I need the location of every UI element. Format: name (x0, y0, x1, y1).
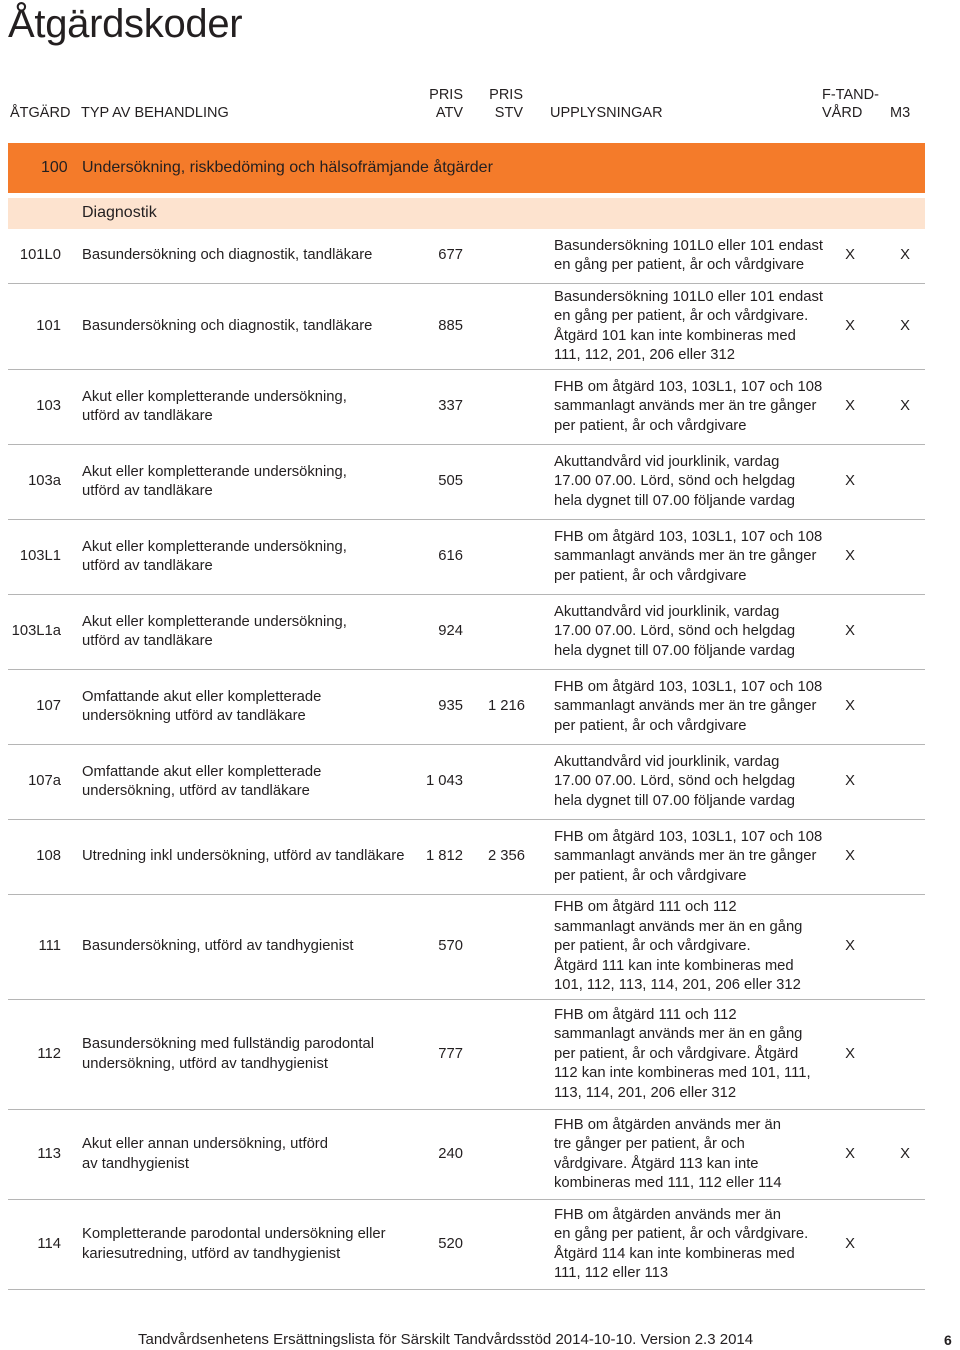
row-info (554, 370, 824, 444)
row-m3-mark-text: X (900, 317, 910, 334)
row-treatment-text: Kompletterande parodontal undersökning eller kariesutredning, utförd av tandhygienist (82, 1226, 386, 1262)
row-pris-atv (388, 1110, 463, 1199)
table-row (8, 1000, 925, 1110)
row-ftand-mark (840, 284, 860, 369)
row-m3-mark (895, 370, 915, 444)
row-treatment-text: Utredning inkl undersökning, utförd av tandläkare (82, 848, 405, 865)
row-pris-stv (463, 820, 525, 894)
row-treatment-text: Basundersökning, utförd av tandhygienist (82, 938, 354, 955)
row-treatment-text: Omfattande akut eller kompletterade undersökning, utförd av tandläkare (82, 763, 322, 799)
row-pris-atv-text: 240 (438, 1145, 463, 1162)
col-header-m3: M3 (890, 105, 911, 121)
row-info-text: Basundersökning 101L0 eller 101 endast en gång per patient, år och vårdgivare (554, 237, 824, 273)
row-pris-stv (463, 1200, 525, 1289)
row-pris-stv (463, 595, 525, 669)
row-ftand-mark (840, 595, 860, 669)
row-info-text: FHB om åtgärd 111 och 112 sammanlagt används mer än en gång per patient, år och vårdgivare. Åtgärd 111 kan inte kombineras med 101, 112, 113, 114, 201, 206 eller 312 (554, 899, 803, 994)
row-code-text: 107 (36, 698, 61, 715)
col-header-info: UPPLYSNINGAR (550, 105, 663, 121)
row-m3-mark (895, 745, 915, 819)
section-code: 100 (41, 159, 68, 176)
row-treatment-text: Akut eller kompletterande undersökning, utförd av tandläkare (82, 388, 347, 424)
row-info (554, 820, 824, 894)
table-row (8, 670, 925, 745)
row-info (554, 229, 824, 283)
row-treatment-text: Basundersökning och diagnostik, tandläkare (82, 247, 373, 264)
row-pris-atv-text: 885 (438, 317, 463, 334)
row-treatment (82, 745, 427, 819)
row-pris-atv (388, 1000, 463, 1109)
row-ftand-mark-text: X (845, 848, 855, 865)
row-code-text: 103L1a (11, 623, 61, 640)
row-ftand-mark (840, 1000, 860, 1109)
row-pris-atv-text: 337 (438, 398, 463, 415)
row-info (554, 745, 824, 819)
row-pris-atv-text: 777 (438, 1045, 463, 1062)
row-ftand-mark-text: X (845, 398, 855, 415)
row-code-text: 111 (38, 938, 61, 955)
row-code-text: 112 (37, 1045, 61, 1062)
row-pris-atv (388, 745, 463, 819)
row-code-text: 103 (36, 398, 61, 415)
row-code-text: 107a (28, 773, 61, 790)
row-ftand-mark-text: X (845, 1235, 855, 1252)
row-ftand-mark (840, 1200, 860, 1289)
row-m3-mark-text: X (900, 398, 910, 415)
row-code (8, 820, 61, 894)
row-info-text: Akuttandvård vid jourklinik, vardag 17.00 07.00. Lörd, sönd och helgdag hela dygnet till 07.00 följande vardag (554, 753, 796, 809)
row-treatment (82, 895, 427, 999)
row-ftand-mark-text: X (845, 623, 855, 640)
row-code (8, 229, 61, 283)
row-code-text: 113 (37, 1145, 61, 1162)
col-header-treatment: TYP AV BEHANDLING (81, 105, 229, 121)
row-info (554, 445, 824, 519)
row-pris-stv-text: 2 356 (487, 848, 525, 865)
row-pris-stv (463, 370, 525, 444)
row-pris-atv (388, 1200, 463, 1289)
row-info (554, 670, 824, 744)
row-info (554, 595, 824, 669)
row-ftand-mark (840, 1110, 860, 1199)
row-code-text: 103L1 (19, 548, 61, 565)
row-treatment-text: Akut eller annan undersökning, utförd av tandhygienist (82, 1136, 328, 1172)
row-pris-atv-text: 616 (438, 548, 463, 565)
row-treatment (82, 445, 427, 519)
row-code (8, 895, 61, 999)
subsection-label: Diagnostik (82, 204, 157, 221)
row-pris-atv-text: 1 812 (425, 848, 463, 865)
table-row (8, 284, 925, 370)
row-code (8, 595, 61, 669)
row-ftand-mark (840, 745, 860, 819)
row-info (554, 1110, 824, 1199)
row-pris-atv-text: 935 (438, 698, 463, 715)
row-ftand-mark-text: X (845, 1045, 855, 1062)
row-treatment (82, 370, 427, 444)
row-pris-stv (463, 1110, 525, 1199)
row-m3-mark (895, 595, 915, 669)
row-pris-atv-text: 1 043 (425, 773, 463, 790)
subsection-header (8, 198, 925, 229)
row-m3-mark (895, 445, 915, 519)
row-pris-atv-text: 520 (438, 1235, 463, 1252)
row-pris-atv (388, 670, 463, 744)
row-ftand-mark (840, 820, 860, 894)
row-pris-stv (463, 229, 525, 283)
row-info (554, 1200, 824, 1289)
row-treatment-text: Omfattande akut eller kompletterade undersökning utförd av tandläkare (82, 688, 322, 724)
row-pris-stv (463, 445, 525, 519)
table-row (8, 820, 925, 895)
table-row (8, 1110, 925, 1200)
row-info-text: Akuttandvård vid jourklinik, vardag 17.00 07.00. Lörd, sönd och helgdag hela dygnet till 07.00 följande vardag (554, 453, 796, 509)
col-header-ftand: F-TAND- VÅRD (822, 87, 879, 121)
row-pris-atv (388, 229, 463, 283)
row-ftand-mark-text: X (845, 773, 855, 790)
row-pris-atv (388, 370, 463, 444)
row-info (554, 1000, 824, 1109)
row-m3-mark-text: X (900, 1145, 910, 1162)
table-row (8, 229, 925, 284)
row-info-text: FHB om åtgärden används mer än tre gånger per patient, år och vårdgivare. Åtgärd 113 kan inte kombineras med 111, 112 eller 114 (554, 1116, 782, 1191)
row-m3-mark (895, 229, 915, 283)
section-label: Undersökning, riskbedöming och hälsofrämjande åtgärder (82, 159, 493, 176)
row-ftand-mark (840, 445, 860, 519)
row-treatment (82, 670, 427, 744)
page-title: Åtgärdskoder (8, 2, 243, 46)
row-code (8, 1000, 61, 1109)
row-ftand-mark-text: X (845, 1145, 855, 1162)
col-header-pris-stv: PRIS STV (489, 87, 523, 121)
row-info-text: FHB om åtgärd 111 och 112 sammanlagt används mer än en gång per patient, år och vårdgivare. Åtgärd 112 kan inte kombineras med 101, 111, 113, 114, 201, 206 eller 312 (554, 1006, 811, 1101)
row-info-text: FHB om åtgärden används mer än en gång per patient, år och vårdgivare. Åtgärd 114 kan inte kombineras med 111, 112 eller 113 (554, 1206, 809, 1281)
table-row (8, 895, 925, 1000)
row-code-text: 108 (36, 848, 61, 865)
row-pris-atv-text: 570 (438, 938, 463, 955)
row-code (8, 1110, 61, 1199)
row-ftand-mark (840, 520, 860, 594)
row-pris-atv (388, 445, 463, 519)
row-treatment (82, 229, 427, 283)
col-header-pris-atv: PRIS ATV (429, 87, 463, 121)
row-pris-stv (463, 670, 525, 744)
table-row (8, 445, 925, 520)
row-ftand-mark (840, 895, 860, 999)
row-ftand-mark-text: X (845, 247, 855, 264)
row-treatment (82, 820, 427, 894)
row-code-text: 103a (28, 473, 61, 490)
row-ftand-mark-text: X (845, 473, 855, 490)
row-code (8, 445, 61, 519)
row-treatment (82, 1000, 427, 1109)
row-info (554, 520, 824, 594)
row-ftand-mark (840, 370, 860, 444)
page-footer: Tandvårdsenhetens Ersättningslista för Särskilt Tandvårdsstöd 2014-10-10. Version 2.3 2014 (138, 1331, 754, 1348)
row-m3-mark (895, 284, 915, 369)
row-pris-atv-text: 924 (438, 623, 463, 640)
row-ftand-mark-text: X (845, 317, 855, 334)
row-code (8, 670, 61, 744)
row-treatment-text: Akut eller kompletterande undersökning, utförd av tandläkare (82, 463, 347, 499)
row-pris-atv (388, 820, 463, 894)
row-pris-stv (463, 895, 525, 999)
table-row (8, 520, 925, 595)
row-pris-atv (388, 284, 463, 369)
row-info-text: FHB om åtgärd 103, 103L1, 107 och 108 sammanlagt används mer än tre gånger per patient, år och vårdgivare (554, 528, 823, 584)
col-header-code: ÅTGÄRD (10, 105, 71, 121)
row-code-text: 101L0 (19, 247, 61, 264)
row-m3-mark (895, 1110, 915, 1199)
row-ftand-mark-text: X (845, 938, 855, 955)
table-row (8, 370, 925, 445)
section-header (8, 143, 925, 193)
row-m3-mark (895, 670, 915, 744)
row-m3-mark (895, 1200, 915, 1289)
row-treatment (82, 520, 427, 594)
row-treatment (82, 1200, 427, 1289)
row-treatment (82, 595, 427, 669)
row-treatment-text: Basundersökning med fullständig parodontal undersökning, utförd av tandhygienist (82, 1036, 375, 1072)
row-ftand-mark (840, 229, 860, 283)
row-code (8, 520, 61, 594)
row-treatment-text: Basundersökning och diagnostik, tandläkare (82, 317, 373, 334)
row-pris-stv (463, 520, 525, 594)
row-info-text: Basundersökning 101L0 eller 101 endast en gång per patient, år och vårdgivare. Åtgärd 101 kan inte kombineras med 111, 112, 201, 206 eller 312 (554, 288, 824, 363)
row-pris-stv (463, 1000, 525, 1109)
row-info-text: Akuttandvård vid jourklinik, vardag 17.00 07.00. Lörd, sönd och helgdag hela dygnet till 07.00 följande vardag (554, 603, 796, 659)
row-pris-stv (463, 284, 525, 369)
table-row (8, 745, 925, 820)
page-number: 6 (944, 1332, 952, 1348)
row-info-text: FHB om åtgärd 103, 103L1, 107 och 108 sammanlagt används mer än tre gånger per patient, år och vårdgivare (554, 828, 823, 884)
row-treatment (82, 1110, 427, 1199)
row-pris-stv (463, 745, 525, 819)
row-treatment-text: Akut eller kompletterande undersökning, utförd av tandläkare (82, 538, 347, 574)
row-treatment (82, 284, 427, 369)
row-code-text: 114 (37, 1235, 61, 1252)
table-row (8, 595, 925, 670)
row-info (554, 895, 824, 999)
row-pris-atv (388, 595, 463, 669)
row-info (554, 284, 824, 369)
row-ftand-mark-text: X (845, 548, 855, 565)
row-info-text: FHB om åtgärd 103, 103L1, 107 och 108 sammanlagt används mer än tre gånger per patient, år och vårdgivare (554, 378, 823, 434)
row-info-text: FHB om åtgärd 103, 103L1, 107 och 108 sammanlagt används mer än tre gånger per patient, år och vårdgivare (554, 678, 823, 734)
row-code (8, 1200, 61, 1289)
row-code-text: 101 (36, 317, 61, 334)
row-m3-mark-text: X (900, 247, 910, 264)
row-pris-atv (388, 520, 463, 594)
row-m3-mark (895, 820, 915, 894)
row-m3-mark (895, 895, 915, 999)
row-pris-atv (388, 895, 463, 999)
row-pris-atv-text: 505 (438, 473, 463, 490)
row-m3-mark (895, 1000, 915, 1109)
row-code (8, 370, 61, 444)
table-row (8, 1200, 925, 1290)
row-pris-atv-text: 677 (438, 247, 463, 264)
row-pris-stv-text: 1 216 (487, 698, 525, 715)
row-treatment-text: Akut eller kompletterande undersökning, utförd av tandläkare (82, 613, 347, 649)
row-ftand-mark (840, 670, 860, 744)
row-ftand-mark-text: X (845, 698, 855, 715)
row-code (8, 284, 61, 369)
row-m3-mark (895, 520, 915, 594)
row-code (8, 745, 61, 819)
